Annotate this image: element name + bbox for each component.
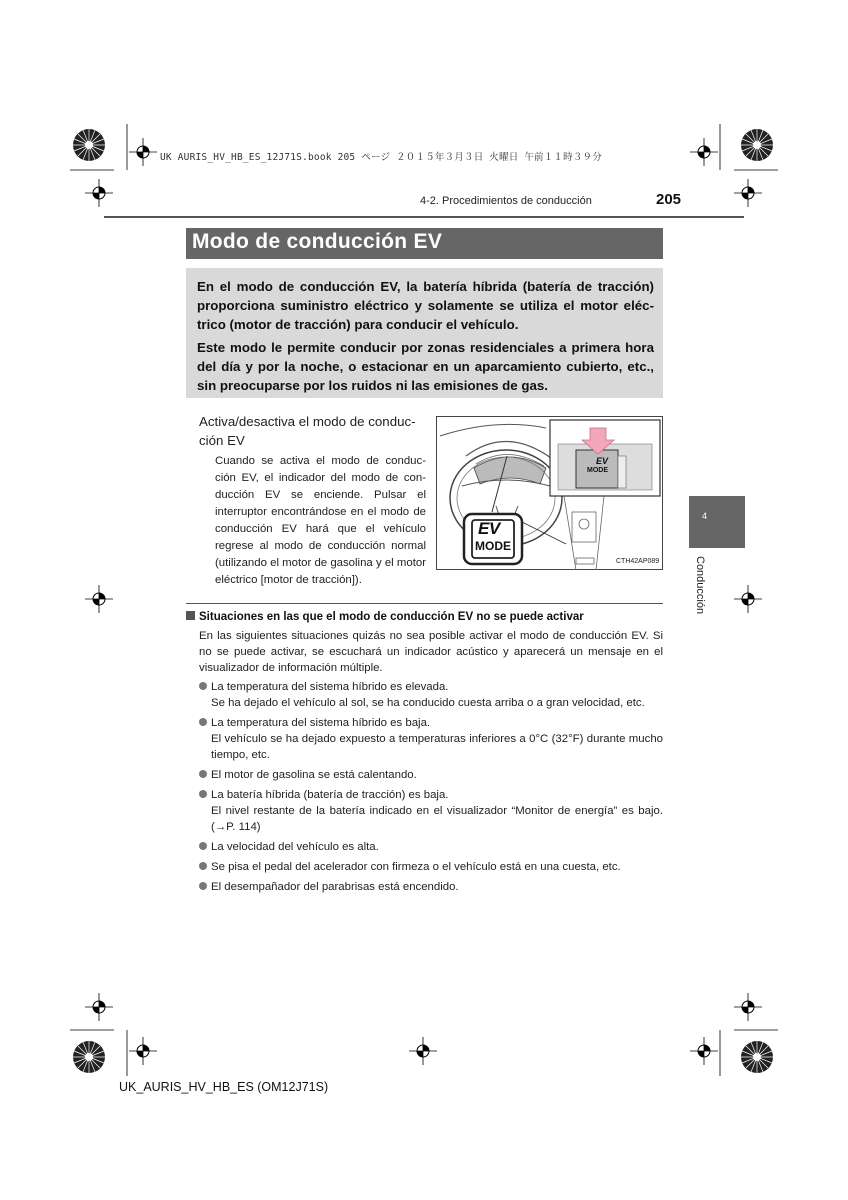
activate-body: Cuando se activa el modo de conduc-ción EV, el indicador del modo de con-ducción EV se enciende. Pulsar el interruptor encontrándose en el modo de conducción EV hará que el vehículo regrese al modo de conducción normal (utilizando el motor de gasolina y el motor eléctrico [motor de tracción]). xyxy=(215,455,426,586)
list-item xyxy=(199,715,663,763)
list-item-detail: El vehículo se ha dejado expuesto a temperaturas inferiores a 0°C (32°F) durante mucho tiempo, etc. xyxy=(211,733,663,761)
dashboard-illustration xyxy=(436,416,663,570)
section-rule xyxy=(186,603,663,604)
section-tab-number: 4 xyxy=(702,511,708,521)
situations-list xyxy=(199,679,663,899)
page-title: Modo de conducción EV xyxy=(192,230,443,253)
section-tab-label: Conducción xyxy=(694,556,706,615)
list-item xyxy=(199,879,663,895)
bullet-dot-icon xyxy=(199,862,207,870)
bullet-dot-icon xyxy=(199,790,207,798)
illustration-code: CTH42AP089 xyxy=(616,558,660,565)
situations-heading xyxy=(186,611,584,623)
bullet-dot-icon xyxy=(199,842,207,850)
list-item xyxy=(199,767,663,783)
list-item-main: La batería híbrida (batería de tracción) es baja. xyxy=(211,789,449,801)
bullet-dot-icon xyxy=(199,882,207,890)
callout-mode-label: MODE xyxy=(475,539,511,553)
intro-paragraph-1: En el modo de conducción EV, la batería híbrida (batería de tracción) proporciona suministro eléctrico y solamente se utiliza el motor eléc-trico (motor de tracción) para conducir el vehículo. xyxy=(197,279,654,332)
print-header: UK AURIS_HV_HB_ES_12J71S.book 205 ページ ２０１５年３月３日 火曜日 午前１１時３９分 xyxy=(160,152,602,163)
list-item-detail: El nivel restante de la batería indicado en el visualizador “Monitor de energía” es bajo. (→P. 114) xyxy=(211,805,663,833)
list-item xyxy=(199,787,663,835)
bullet-dot-icon xyxy=(199,682,207,690)
inset-mode-label: MODE xyxy=(587,467,608,474)
list-item-main: La velocidad del vehículo es alta. xyxy=(211,841,379,853)
inset-ev-label: EV xyxy=(596,456,609,466)
square-bullet-icon xyxy=(186,611,195,620)
list-item xyxy=(199,859,663,875)
situations-heading-text: Situaciones en las que el modo de conducción EV no se puede activar xyxy=(199,611,584,623)
header-rule xyxy=(104,216,744,218)
bullet-dot-icon xyxy=(199,718,207,726)
dashboard-drawing xyxy=(436,416,663,570)
bullet-dot-icon xyxy=(199,770,207,778)
situations-intro: En las siguientes situaciones quizás no sea posible activar el modo de conducción EV. Si no se puede activar, se escuchará un indicador acústico y aparecerá un mensaje en el visualizador de información múltiple. xyxy=(199,630,663,674)
callout-ev-label: EV xyxy=(478,519,500,538)
list-item-detail: Se ha dejado el vehículo al sol, se ha conducido cuesta arriba o a gran velocidad, etc. xyxy=(211,697,645,709)
list-item-main: El motor de gasolina se está calentando. xyxy=(211,769,417,781)
list-item-main: La temperatura del sistema híbrido es baja. xyxy=(211,717,431,729)
list-item-main: El desempañador del parabrisas está encendido. xyxy=(211,881,459,893)
page-number: 205 xyxy=(656,191,682,208)
footer-code: UK_AURIS_HV_HB_ES (OM12J71S) xyxy=(119,1080,329,1094)
activate-heading: Activa/desactiva el modo de conduc-ción EV xyxy=(199,414,416,448)
list-item xyxy=(199,679,663,711)
list-item-main: Se pisa el pedal del acelerador con firmeza o el vehículo está en una cuesta, etc. xyxy=(211,861,621,873)
list-item-main: La temperatura del sistema híbrido es elevada. xyxy=(211,681,449,693)
running-head: 4-2. Procedimientos de conducción xyxy=(420,195,592,207)
section-tab xyxy=(689,496,745,548)
intro-box xyxy=(186,268,663,398)
list-item xyxy=(199,839,663,855)
intro-paragraph-2: Este modo le permite conducir por zonas residenciales a primera hora del día y por la noche, o estacionar en un aparcamiento cubierto, etc., sin preocuparse por los ruidos ni las emisiones de gas. xyxy=(197,340,654,393)
